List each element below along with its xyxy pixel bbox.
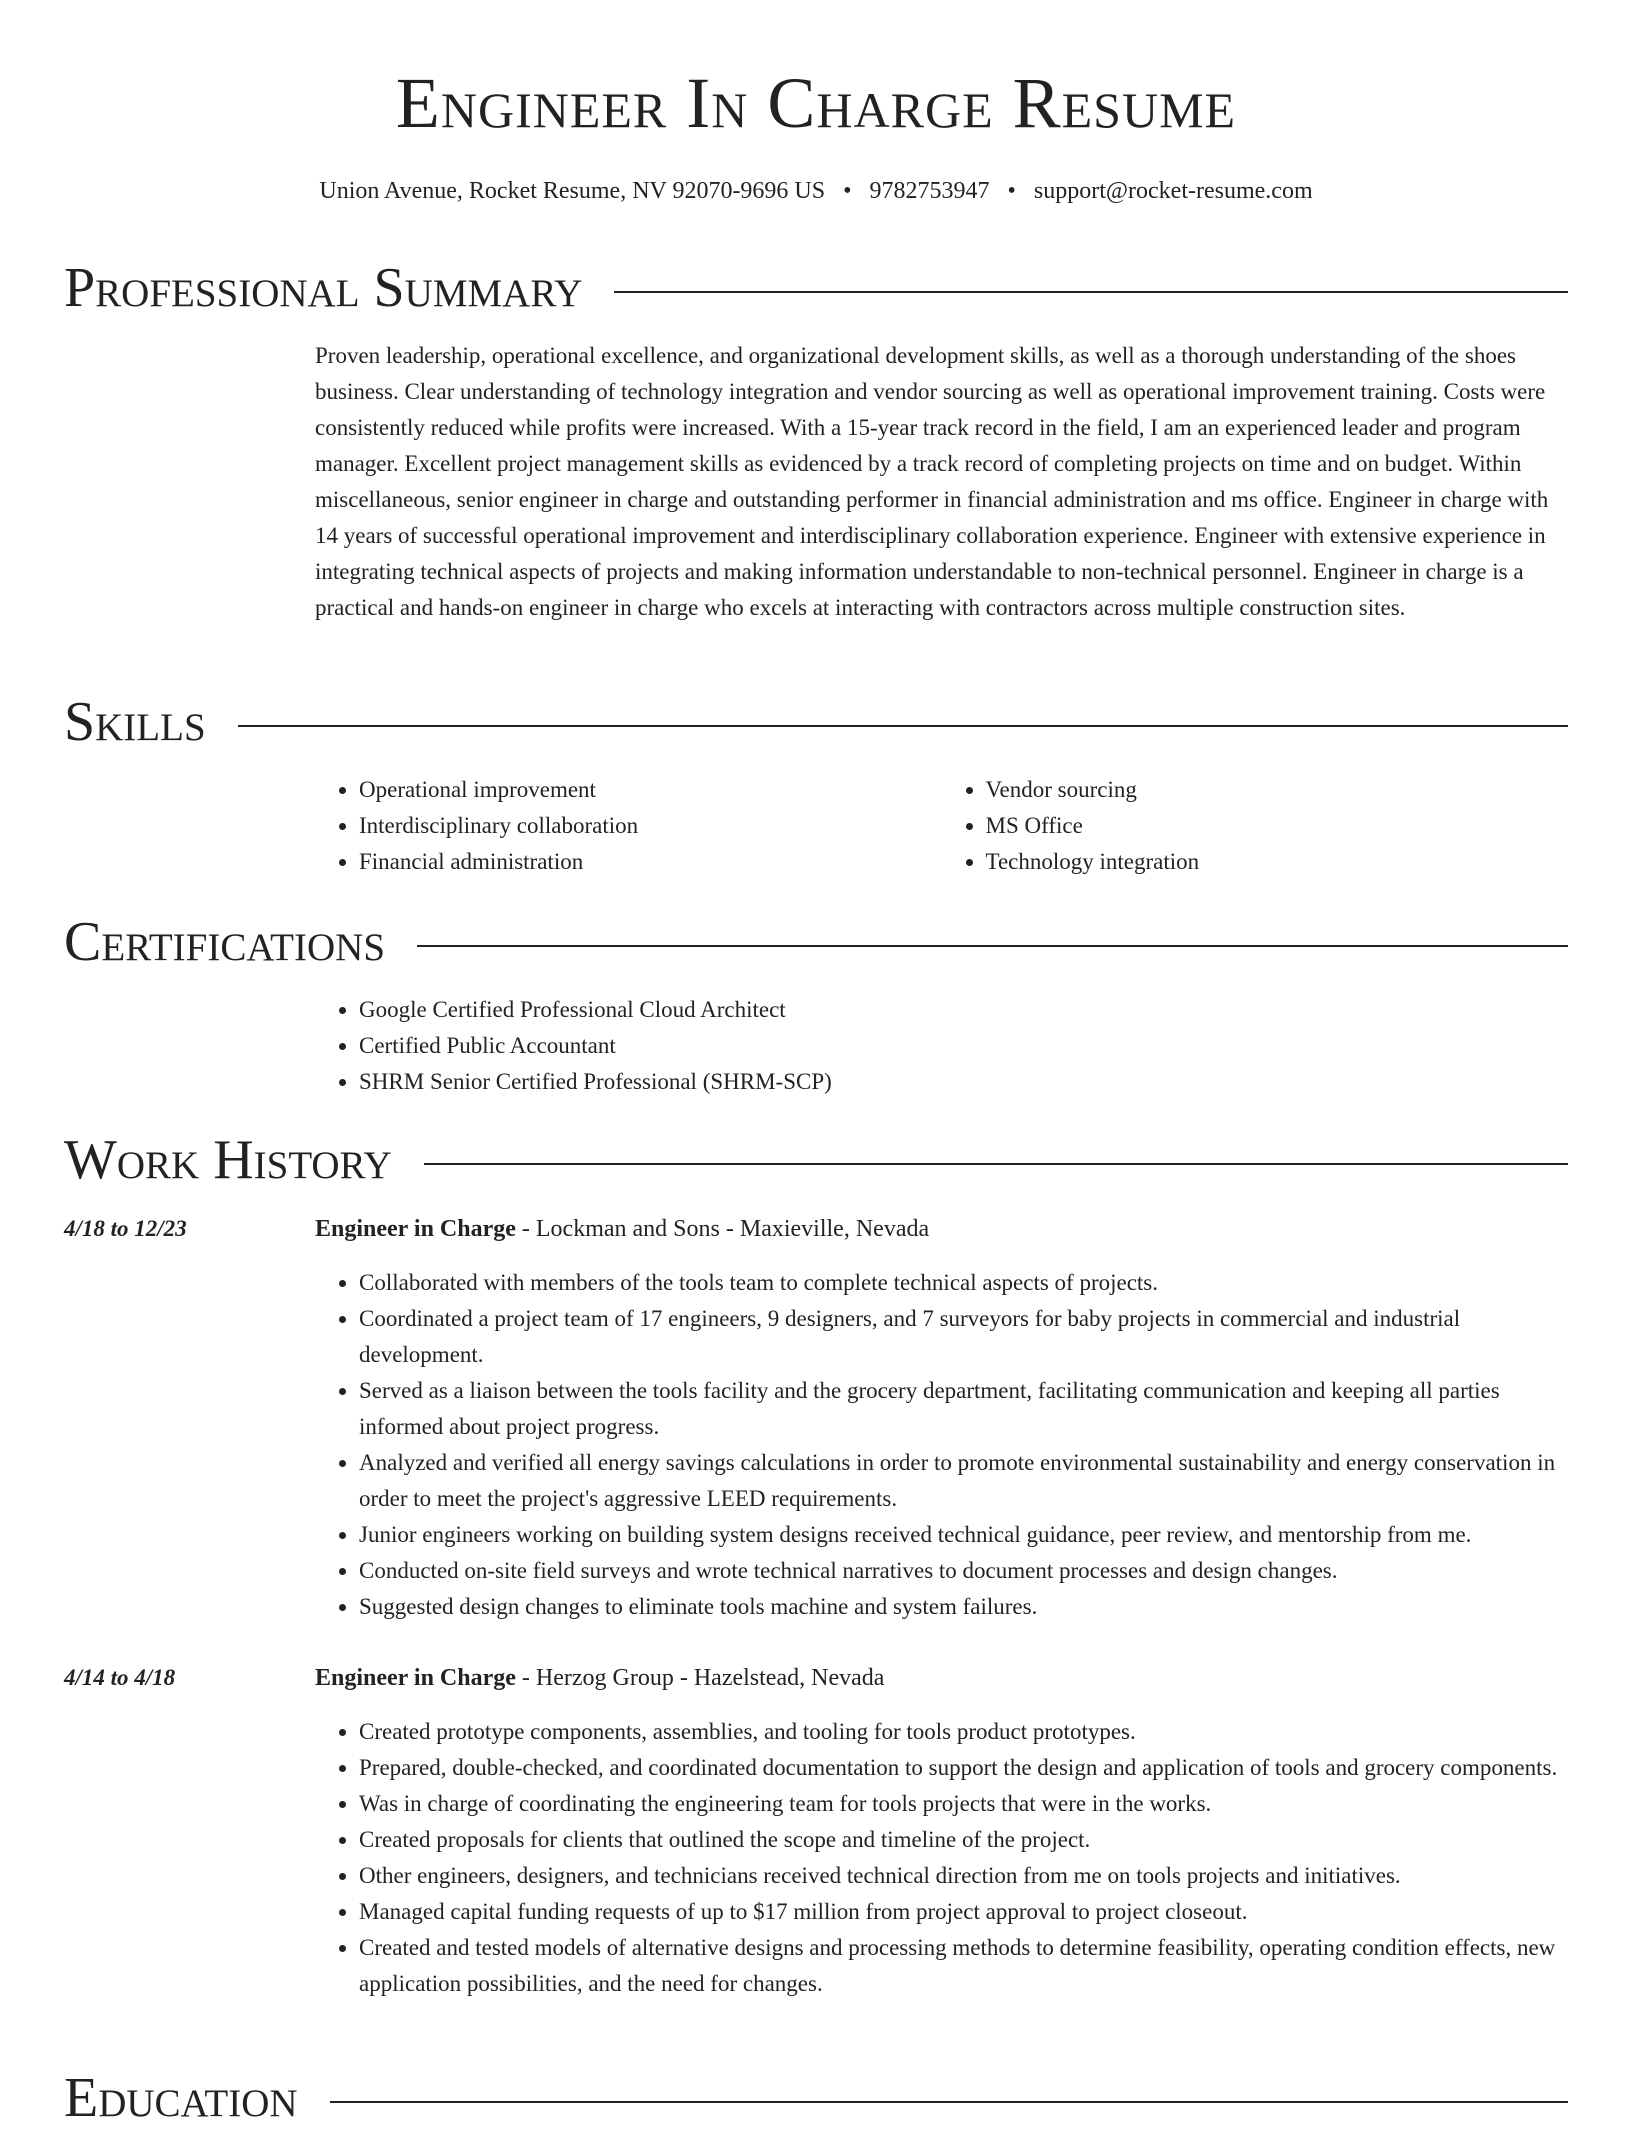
job-bullet: • Created prototype components, assemblies, and tooling for tools product prototypes. <box>359 1714 1568 1750</box>
section-title-education: Education <box>64 2067 298 2129</box>
contact-address: Union Avenue, Rocket Resume, NV 92070-9696 US <box>319 178 826 204</box>
section-divider <box>424 1163 1568 1165</box>
section-header-skills <box>64 690 1568 754</box>
resume-title: Engineer In Charge Resume <box>395 63 1237 143</box>
job-title-line <box>315 1211 1568 1247</box>
job-title-line <box>315 1660 1568 1696</box>
section-title-certifications: Certifications <box>64 911 386 973</box>
job-details: - Lockman and Sons - Maxieville, Nevada <box>515 1216 930 1242</box>
skill-item: • Financial administration <box>359 844 942 880</box>
contact-email[interactable]: support@rocket-resume.com <box>1033 178 1313 204</box>
job-bullet: • Created and tested models of alternative designs and processing methods to determine feasibility, operating condition effects, new application possibilities, and the need for changes. <box>359 1930 1568 2002</box>
skill-item: • Operational improvement <box>359 772 942 808</box>
section-divider <box>614 291 1568 293</box>
job-bullet: • Coordinated a project team of 17 engineers, 9 designers, and 7 surveyors for baby projects in commercial and industrial development. <box>359 1301 1568 1373</box>
skills-list-left <box>315 772 942 880</box>
section-divider <box>330 2101 1568 2103</box>
job-dates: 4/14 to 4/18 <box>64 1665 176 1690</box>
section-header-summary <box>64 256 1568 320</box>
section-title-skills: Skills <box>64 691 206 753</box>
skill-item: • Vendor sourcing <box>986 772 1569 808</box>
job-role: Engineer in Charge <box>315 1665 516 1691</box>
job-bullet: • Other engineers, designers, and technicians received technical direction from me on tools projects and initiatives. <box>359 1858 1568 1894</box>
section-divider <box>238 725 1568 727</box>
section-divider <box>417 945 1568 947</box>
job-bullet: • Junior engineers working on building system designs received technical guidance, peer review, and mentorship from me. <box>359 1517 1568 1553</box>
section-title-summary: Professional Summary <box>64 257 583 319</box>
job-bullet: • Managed capital funding requests of up to $17 million from project approval to project closeout. <box>359 1894 1568 1930</box>
summary-block <box>315 338 1568 626</box>
section-title-work-history: Work History <box>64 1129 392 1191</box>
job-bullet: • Conducted on-site field surveys and wrote technical narratives to document processes and design changes. <box>359 1553 1568 1589</box>
job-bullet: • Was in charge of coordinating the engineering team for tools projects that were in the works. <box>359 1786 1568 1822</box>
section-header-certifications <box>64 910 1568 974</box>
contact-phone: 9782753947 <box>869 178 990 204</box>
certifications-block <box>315 992 1568 1100</box>
certification-item: • SHRM Senior Certified Professional (SHRM-SCP) <box>359 1064 1568 1100</box>
job-dates: 4/18 to 12/23 <box>64 1216 187 1241</box>
job-bullet: • Suggested design changes to eliminate tools machine and system failures. <box>359 1589 1568 1625</box>
job-bullet: • Collaborated with members of the tools team to complete technical aspects of projects. <box>359 1265 1568 1301</box>
contact-line <box>0 175 1632 207</box>
job-bullets-block <box>315 1714 1568 2002</box>
contact-separator: • <box>843 178 852 204</box>
summary-text: Proven leadership, operational excellence, and organizational development skills, as well as a thorough understanding of the shoes business. Clear understanding of technology integration and vendor sourcing as well as operational improvement training. Costs were consistently reduced while profits were increased. With a 15-year track record in the field, I am an experienced leader and program manager. Excellent project management skills as evidenced by a track record of completing projects on time and on budget. Within miscellaneous, senior engineer in charge and outstanding performer in financial administration and ms office. Engineer in charge with 14 years of successful operational improvement and interdisciplinary collaboration experience. Engineer with extensive experience in integrating technical aspects of projects and making information understandable to non-technical personnel. Engineer in charge is a practical and hands-on engineer in charge who excels at interacting with contractors across multiple construction sites. <box>315 343 1549 620</box>
job-bullet: • Created proposals for clients that outlined the scope and timeline of the project. <box>359 1822 1568 1858</box>
section-header-education <box>64 2066 1568 2130</box>
contact-separator: • <box>1007 178 1016 204</box>
skill-item: • Interdisciplinary collaboration <box>359 808 942 844</box>
job-details: - Herzog Group - Hazelstead, Nevada <box>515 1665 885 1691</box>
skill-item: • MS Office <box>986 808 1569 844</box>
certifications-list <box>315 992 1568 1100</box>
job-bullets-block <box>315 1265 1568 1625</box>
job-role: Engineer in Charge <box>315 1216 516 1242</box>
skills-block <box>315 772 1568 880</box>
certification-item: • Certified Public Accountant <box>359 1028 1568 1064</box>
skills-grid <box>315 772 1568 880</box>
job-bullets <box>315 1265 1568 1625</box>
job-bullet: • Prepared, double-checked, and coordinated documentation to support the design and application of tools and grocery components. <box>359 1750 1568 1786</box>
job-bullet: • Served as a liaison between the tools facility and the grocery department, facilitating communication and keeping all parties informed about project progress. <box>359 1373 1568 1445</box>
job-bullets <box>315 1714 1568 2002</box>
job-bullet: • Analyzed and verified all energy savings calculations in order to promote environmental sustainability and energy conservation in order to meet the project's aggressive LEED requirements. <box>359 1445 1568 1517</box>
section-header-work-history <box>64 1128 1568 1192</box>
skill-item: • Technology integration <box>986 844 1569 880</box>
skills-list-right <box>942 772 1569 880</box>
certification-item: • Google Certified Professional Cloud Architect <box>359 992 1568 1028</box>
